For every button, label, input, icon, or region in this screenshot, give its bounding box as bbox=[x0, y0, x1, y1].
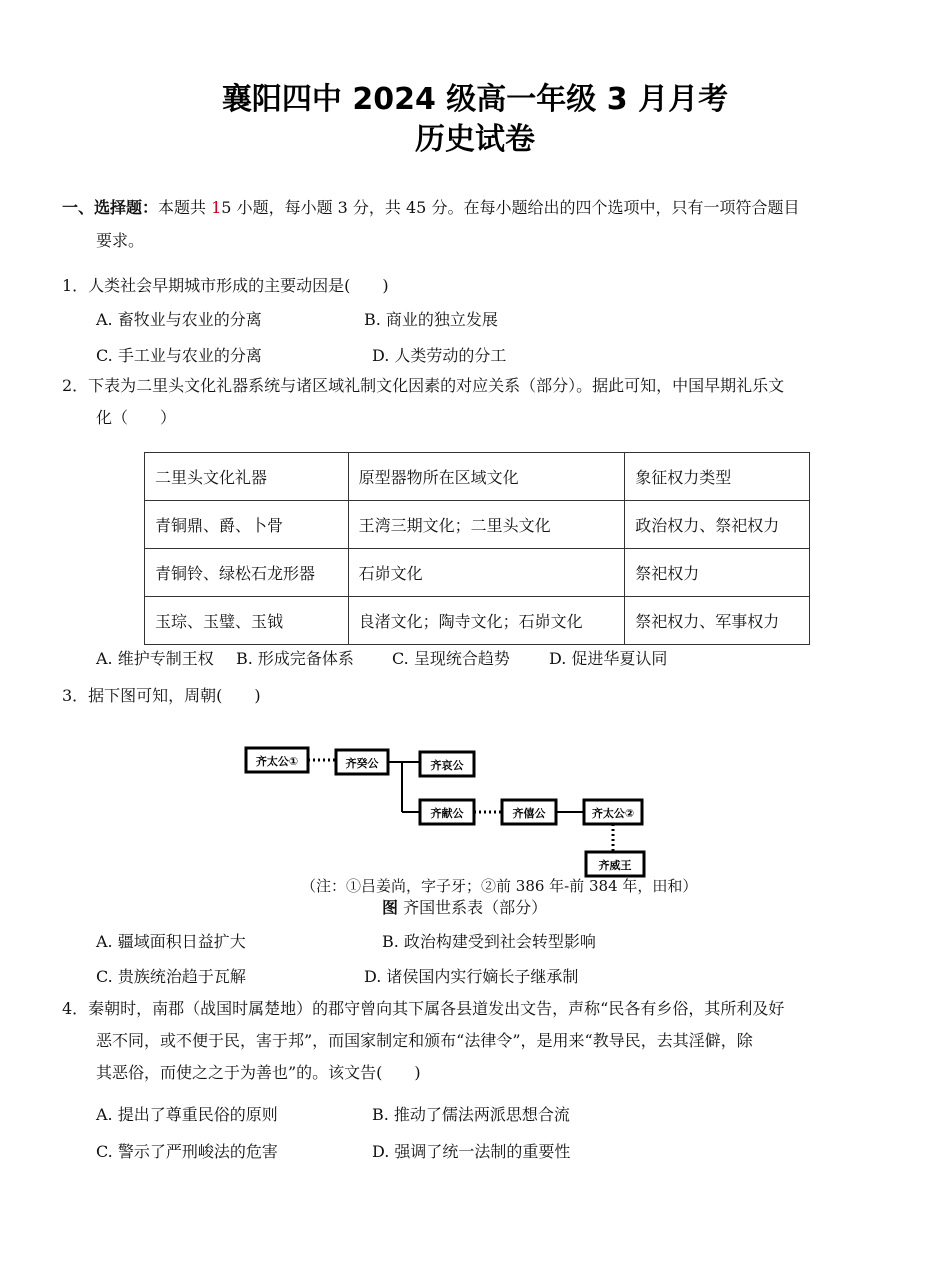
section-count-red: 1 bbox=[211, 198, 222, 217]
q2-stem-line1: 2．下表为二里头文化礼器系统与诸区域礼制文化因素的对应关系（部分）。据此可知，中国早期礼乐文 bbox=[62, 376, 785, 395]
q1-stem: 1．人类社会早期城市形成的主要动因是( ) bbox=[62, 276, 389, 295]
table-cell: 青铜鼎、爵、卜骨 bbox=[145, 501, 349, 549]
section-text-b: 5 小题，每小题 3 分，共 45 分。在每小题给出的四个选项中，只有一项符合题目 bbox=[221, 198, 800, 217]
q4-option-b: B. 推动了儒法两派思想合流 bbox=[372, 1105, 570, 1124]
table-cell: 祭祀权力 bbox=[625, 549, 810, 597]
q2-option-d: D. 促进华夏认同 bbox=[549, 649, 668, 668]
table-cell: 良渚文化；陶寺文化；石峁文化 bbox=[348, 597, 625, 645]
table-cell: 祭祀权力、军事权力 bbox=[625, 597, 810, 645]
q2-option-b: B. 形成完备体系 bbox=[236, 649, 354, 668]
node-label: 齐太公② bbox=[591, 807, 635, 820]
diagram-caption bbox=[382, 898, 547, 918]
q3-option-a: A. 疆域面积日益扩大 bbox=[96, 932, 246, 951]
q2-stem-line2: 化（ ） bbox=[96, 408, 177, 427]
table-cell: 政治权力、祭祀权力 bbox=[625, 501, 810, 549]
q4-stem-line2: 恶不同，或不便于民，害于邦”，而国家制定和颁布“法律令”，是用来“教导民，去其淫僻，除 bbox=[96, 1031, 753, 1050]
q2-option-a: A. 维护专制王权 bbox=[96, 649, 214, 668]
node-label: 齐献公 bbox=[430, 807, 464, 820]
caption-text: 齐国世系表（部分） bbox=[398, 898, 548, 917]
caption-figure-label: 图 bbox=[382, 898, 399, 917]
q4-stem-line3: 其恶俗，而使之之于为善也”的。该文告( ) bbox=[96, 1063, 421, 1082]
table-header-cell: 象征权力类型 bbox=[625, 453, 810, 501]
table-cell: 王湾三期文化；二里头文化 bbox=[348, 501, 625, 549]
q1-option-a: A. 畜牧业与农业的分离 bbox=[96, 310, 262, 329]
table-header-cell: 原型器物所在区域文化 bbox=[348, 453, 625, 501]
q3-option-b: B. 政治构建受到社会转型影响 bbox=[382, 932, 596, 951]
node-label: 齐僖公 bbox=[512, 807, 546, 820]
q4-option-a: A. 提出了尊重民俗的原则 bbox=[96, 1105, 278, 1124]
section-text-a: 本题共 bbox=[158, 198, 212, 217]
table-cell: 青铜铃、绿松石龙形器 bbox=[145, 549, 349, 597]
q1-option-c: C. 手工业与农业的分离 bbox=[96, 346, 262, 365]
table-header-cell: 二里头文化礼器 bbox=[145, 453, 349, 501]
table-cell: 玉琮、玉璧、玉钺 bbox=[145, 597, 349, 645]
q4-option-d: D. 强调了统一法制的重要性 bbox=[372, 1142, 571, 1161]
table-row bbox=[145, 549, 810, 597]
q3-option-c: C. 贵族统治趋于瓦解 bbox=[96, 967, 246, 986]
q3-option-d: D. 诸侯国内实行嫡长子继承制 bbox=[364, 967, 579, 986]
exam-subject: 历史试卷 bbox=[415, 122, 535, 157]
node-label: 齐癸公 bbox=[345, 757, 379, 770]
node-label: 齐威王 bbox=[598, 859, 632, 872]
table-row bbox=[145, 501, 810, 549]
q4-option-c: C. 警示了严刑峻法的危害 bbox=[96, 1142, 278, 1161]
q3-stem: 3．据下图可知，周朝( ) bbox=[62, 686, 261, 705]
node-label: 齐哀公 bbox=[430, 759, 464, 772]
q1-option-b: B. 商业的独立发展 bbox=[364, 310, 498, 329]
table-cell: 石峁文化 bbox=[348, 549, 625, 597]
q2-option-c: C. 呈现统合趋势 bbox=[392, 649, 510, 668]
section-label: 一、选择题： bbox=[62, 198, 159, 217]
table-row bbox=[145, 597, 810, 645]
diagram-note: （注：①吕姜尚，字子牙；②前 386 年-前 384 年，田和） bbox=[301, 877, 698, 895]
genealogy-diagram bbox=[240, 738, 650, 878]
q1-option-d: D. 人类劳动的分工 bbox=[372, 346, 507, 365]
table-header-row bbox=[145, 453, 810, 501]
exam-title: 襄阳四中 2024 级高一年级 3 月月考 bbox=[221, 82, 729, 117]
node-label: 齐太公① bbox=[255, 755, 299, 768]
section-text-c: 要求。 bbox=[96, 231, 145, 250]
section-heading bbox=[62, 198, 799, 218]
q4-stem-line1: 4．秦朝时，南郡（战国时属楚地）的郡守曾向其下属各县道发出文告，声称“民各有乡俗，其所利及好 bbox=[62, 999, 785, 1018]
q2-table bbox=[144, 452, 810, 645]
